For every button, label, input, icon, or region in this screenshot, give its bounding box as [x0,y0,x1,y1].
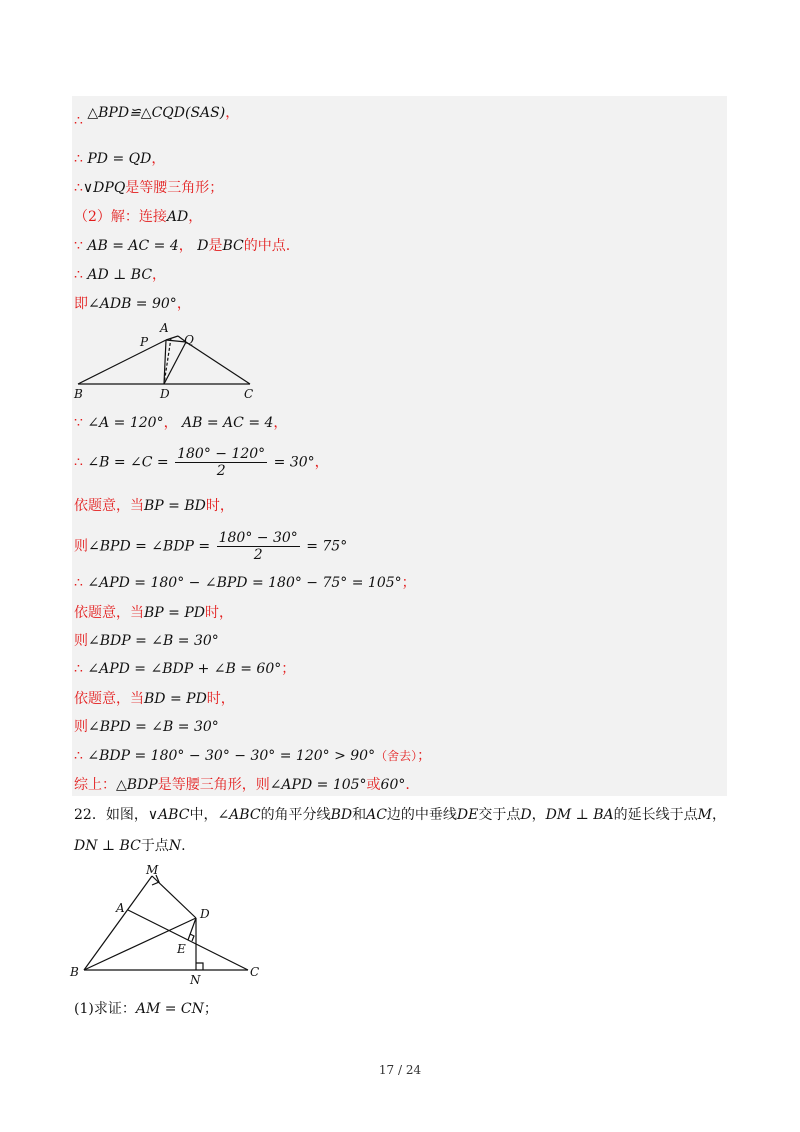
therefore-symbol: ∴ [74,575,83,591]
math: DN ⊥ BC [74,838,141,854]
solution-line-19 [74,776,410,794]
point-name: D [197,238,209,254]
punct: ； [281,661,296,677]
result: = 30° [273,454,315,471]
statement-text: 的中点. [243,238,291,254]
discard-note: （舍去） [375,749,418,763]
text: 交于点 [478,807,521,823]
solution-line-2 [74,150,165,168]
therefore-symbol: ∴ [74,748,83,764]
segment-name: AD [166,209,189,225]
text: 中， [189,807,218,823]
text: ， [531,807,546,823]
punct: ， [188,209,203,225]
solution-line-7 [74,295,191,313]
fraction-numerator: 180° − 120° [177,446,266,462]
math: D [520,807,532,823]
segment-pa [166,336,178,340]
segment-bp [78,340,166,384]
conclusion-text: 是等腰三角形，则 [157,777,270,793]
congruence-statement: △BPD≌△CQD(SAS) [87,105,226,121]
because-symbol: ∵ [74,238,83,254]
math: ∨ABC [147,807,190,823]
text: 和 [352,807,367,823]
solution-line-17 [74,718,219,736]
conclusion-text: 或 [366,777,381,793]
statement-text: 则 [74,633,88,649]
solution-line-16 [74,690,235,708]
punct: ， [225,105,240,121]
text: 的角平分线 [260,807,331,823]
label-e: E [177,942,186,956]
case-text: 时， [204,605,233,621]
math: AC [366,807,387,823]
label-b: B [70,965,79,979]
math: AM = CN [135,1001,204,1017]
label-q: Q [184,333,194,347]
fraction-numerator: 180° − 30° [218,530,298,546]
segment-pd [164,340,166,384]
angle-equation: ∠BPD = ∠B = 30° [88,719,219,735]
math: DM ⊥ BA [545,807,614,823]
punct: ； [417,748,432,764]
equation: PD = QD [87,151,152,167]
solution-line-13 [74,604,233,622]
case-text: 依题意，当 [74,691,144,707]
punct: ， [178,238,198,254]
text: 于点 [140,838,169,854]
text: 边的中垂线 [386,807,457,823]
text: ， [711,807,726,823]
therefore-symbol: ∴ [74,113,83,129]
case-text: 依题意，当 [74,605,144,621]
case-text: 时， [206,691,235,707]
segment-bm [84,876,152,970]
label-a: A [116,901,125,915]
right-angle-n [196,963,203,970]
equation: BP = BD [144,498,206,514]
angle-equation: ∠A = 120° [87,415,164,431]
punct: ， [176,296,191,312]
label-d: D [200,907,210,921]
right-angle-e [190,934,194,941]
text: (1)求证： [74,1001,136,1017]
label-b: B [74,387,83,401]
equation: AB = AC = 4 [182,415,274,431]
statement-text: 是等腰三角形； [125,180,224,196]
therefore-symbol: ∴ [74,180,83,196]
fraction [217,530,300,563]
punct: ， [152,267,167,283]
math: DE [456,807,479,823]
label-a: A [160,321,169,335]
result: = 75° [306,538,348,555]
solution-line-8 [74,414,287,432]
solution-line-1 [74,104,240,129]
statement-text: 则 [74,538,88,555]
angle-equation: ∠B = ∠C = [87,454,169,471]
segment-name: BC [222,238,244,254]
math: M [697,807,712,823]
punct: ， [163,415,183,431]
math: BD [330,807,353,823]
statement-text: 是 [208,238,223,254]
solution-line-10 [74,497,234,515]
label-m: M [146,864,159,877]
perpendicular-statement: AD ⊥ BC [87,267,153,283]
statement-text: 即 [74,296,88,312]
angle-equation: ∠APD = 180° − ∠BPD = 180° − 75° = 105° [87,575,402,591]
therefore-symbol: ∴ [74,267,83,283]
solution-line-14 [74,632,219,650]
therefore-symbol: ∴ [74,151,83,167]
fraction-denominator: 2 [253,547,263,563]
solution-line-5 [74,237,290,255]
question-22-text [74,806,726,824]
text: 的延长线于点 [613,807,698,823]
solution-line-4 [74,208,202,226]
label-d: D [160,387,170,401]
text: . [181,838,186,854]
conclusion-text: 综上： [74,777,116,793]
therefore-symbol: ∴ [74,454,83,471]
label-p: P [140,335,149,349]
triangle-name: ∨DPQ [82,180,126,196]
punct: ； [401,575,416,591]
punct: ， [273,415,288,431]
label-c: C [244,387,254,401]
triangle-name: △BDP [116,777,158,793]
punct: ， [151,151,166,167]
angle-value: 60° [380,777,406,793]
solution-line-6 [74,266,166,284]
question-22-text-2 [74,837,186,855]
punct: . [405,777,410,793]
math: N [168,838,182,854]
punct: ， [314,454,329,471]
equation: BP = PD [144,605,205,621]
fraction-denominator: 2 [216,463,226,479]
math: ∠ABC [217,807,261,823]
case-text: 依题意，当 [74,498,144,514]
fraction [175,446,267,479]
angle-equation: ∠BPD = ∠BDP = [88,538,211,555]
angle-equation: ∠BDP = ∠B = 30° [88,633,219,649]
segment-qc [186,342,250,384]
equation: AB = AC = 4 [87,238,179,254]
label-c: C [250,965,260,979]
angle-equation: ∠APD = ∠BDP + ∠B = 60° [87,661,282,677]
because-symbol: ∵ [74,415,83,431]
solution-line-15 [74,660,295,678]
solution-line-18 [74,747,431,765]
angle-equation: ∠APD = 105° [269,777,367,793]
label-n: N [190,973,201,987]
part-heading: （2）解：连接 [74,209,167,225]
figure-triangle-abc [68,864,268,988]
page-number: 17 / 24 [378,1063,422,1077]
question-22-part-1 [74,1000,218,1018]
solution-line-9 [74,446,329,479]
statement-text: 则 [74,719,88,735]
figure-triangle-apq [72,320,272,402]
angle-equation: ∠BDP = 180° − 30° − 30° = 120° > 90° [87,748,376,764]
case-text: 时， [205,498,234,514]
solution-line-12 [74,574,416,592]
angle-equation: ∠ADB = 90° [88,296,177,312]
question-number: 22．如图， [74,807,148,823]
solution-line-3 [74,179,223,197]
solution-line-11 [74,530,347,563]
therefore-symbol: ∴ [74,661,83,677]
text: ； [203,1001,218,1017]
equation: BD = PD [144,691,207,707]
